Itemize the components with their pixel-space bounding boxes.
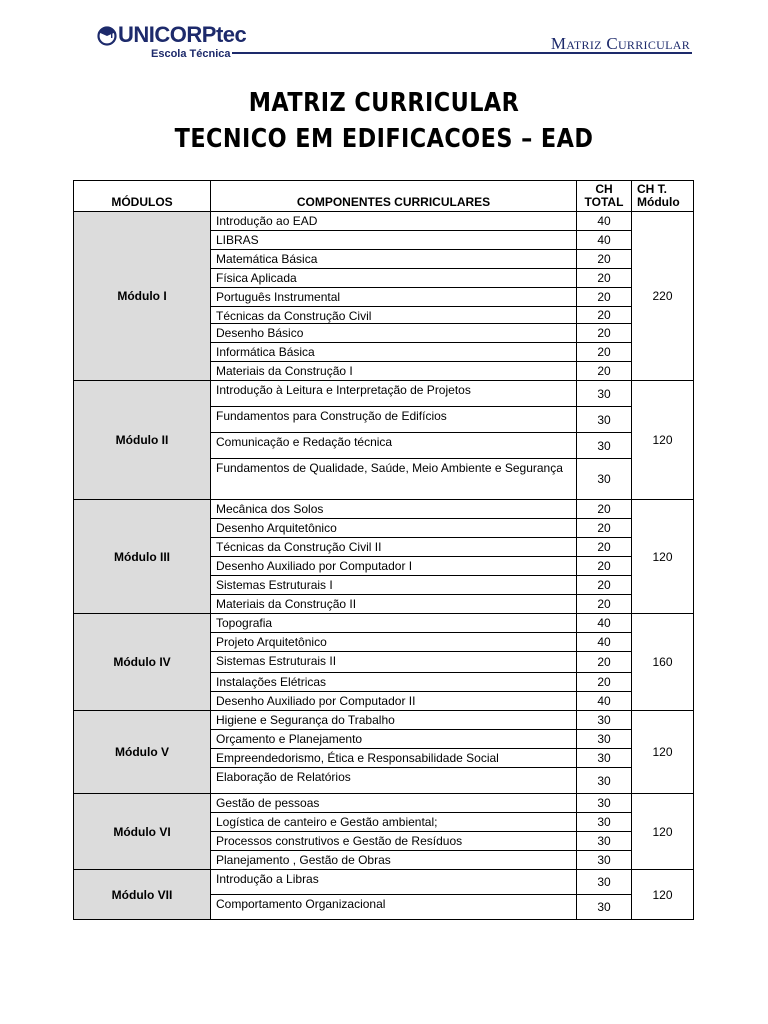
component-label: Técnicas da Construção Civil II xyxy=(216,540,382,554)
component-label: Logística de canteiro e Gestão ambiental; xyxy=(216,815,438,829)
component-cell xyxy=(211,307,577,324)
component-cell xyxy=(211,851,577,870)
component-cell xyxy=(211,362,577,381)
component-cell xyxy=(211,652,577,673)
component-cell xyxy=(211,576,577,595)
component-cell xyxy=(211,711,577,730)
component-label: Topografia xyxy=(216,616,273,630)
component-label: Materiais da Construção II xyxy=(216,597,357,611)
ch-total-cell: 20 xyxy=(577,324,632,343)
component-cell xyxy=(211,749,577,768)
section-title: Matriz Curricular xyxy=(550,34,690,53)
component-cell xyxy=(211,269,577,288)
module-name-cell: Módulo VII xyxy=(74,870,211,920)
module-name-cell: Módulo II xyxy=(74,381,211,500)
module-ch-total-cell: 120 xyxy=(632,381,694,500)
ch-total-cell: 20 xyxy=(577,538,632,557)
component-label: Desenho Auxiliado por Computador II xyxy=(216,694,416,708)
brand-subtitle: Escola Técnica xyxy=(151,48,231,60)
ch-total-cell: 20 xyxy=(577,652,632,673)
page-header xyxy=(0,0,768,60)
component-label: Planejamento , Gestão de Obras xyxy=(216,853,391,867)
ch-total-cell: 20 xyxy=(577,362,632,381)
component-cell xyxy=(211,557,577,576)
ch-total-cell: 20 xyxy=(577,673,632,692)
component-cell xyxy=(211,459,577,500)
ch-total-cell: 30 xyxy=(577,851,632,870)
module-name-cell: Módulo IV xyxy=(74,614,211,711)
component-label: Português Instrumental xyxy=(216,290,341,304)
module-ch-total-cell: 120 xyxy=(632,500,694,614)
table-row xyxy=(74,794,694,813)
table-row xyxy=(74,212,694,231)
ch-total-cell: 30 xyxy=(577,895,632,920)
ch-total-cell: 20 xyxy=(577,500,632,519)
ch-total-cell: 30 xyxy=(577,768,632,794)
component-label: Fundamentos de Qualidade, Saúde, Meio Ambiente e Segurança xyxy=(216,461,563,475)
ch-total-cell: 20 xyxy=(577,595,632,614)
table-body xyxy=(74,212,694,920)
component-cell xyxy=(211,343,577,362)
table-header-row xyxy=(74,181,694,212)
ch-total-cell: 40 xyxy=(577,614,632,633)
component-cell xyxy=(211,614,577,633)
component-label: Gestão de pessoas xyxy=(216,796,320,810)
module-name-cell: Módulo III xyxy=(74,500,211,614)
table-row xyxy=(74,381,694,407)
component-label: Desenho Arquitetônico xyxy=(216,521,337,535)
component-cell xyxy=(211,381,577,407)
component-cell xyxy=(211,231,577,250)
component-label: Elaboração de Relatórios xyxy=(216,770,351,784)
module-name-cell: Módulo VI xyxy=(74,794,211,870)
module-ch-total-cell: 120 xyxy=(632,794,694,870)
header-ch-total-line1: CH xyxy=(595,182,613,196)
component-label: Empreendedorismo, Ética e Responsabilidade Social xyxy=(216,751,499,765)
ch-total-cell: 30 xyxy=(577,381,632,407)
table-row xyxy=(74,870,694,895)
title-line-2: TECNICO EM EDIFICACOES – EAD xyxy=(174,124,594,154)
component-cell xyxy=(211,768,577,794)
component-label: Introdução ao EAD xyxy=(216,214,318,228)
ch-total-cell: 30 xyxy=(577,459,632,500)
table-row xyxy=(74,711,694,730)
component-cell xyxy=(211,250,577,269)
ch-total-cell: 40 xyxy=(577,692,632,711)
component-label: Introdução a Libras xyxy=(216,872,319,886)
component-cell xyxy=(211,673,577,692)
component-label: Desenho Auxiliado por Computador I xyxy=(216,559,413,573)
ch-total-cell: 30 xyxy=(577,749,632,768)
ch-total-cell: 40 xyxy=(577,231,632,250)
ch-total-cell: 30 xyxy=(577,407,632,433)
ch-total-cell: 30 xyxy=(577,794,632,813)
module-ch-total-cell: 160 xyxy=(632,614,694,711)
header-ch-total-line2: TOTAL xyxy=(584,195,624,209)
header-componentes: COMPONENTES CURRICULARES xyxy=(211,181,577,212)
title-line-1: MATRIZ CURRICULAR xyxy=(248,88,520,118)
component-label: Física Aplicada xyxy=(216,271,297,285)
component-label: LIBRAS xyxy=(216,233,259,247)
component-cell xyxy=(211,500,577,519)
component-label: Orçamento e Planejamento xyxy=(216,732,363,746)
ch-total-cell: 40 xyxy=(577,633,632,652)
component-cell xyxy=(211,870,577,895)
component-label: Introdução à Leitura e Interpretação de Projetos xyxy=(216,383,471,397)
component-label: Sistemas Estruturais II xyxy=(216,654,337,668)
header-modulos: MÓDULOS xyxy=(74,181,211,212)
component-cell xyxy=(211,730,577,749)
component-label: Informática Básica xyxy=(216,345,315,359)
component-label: Materiais da Construção I xyxy=(216,364,353,378)
ch-total-cell: 20 xyxy=(577,288,632,307)
component-label: Instalações Elétricas xyxy=(216,675,327,689)
brand-name: UNICORPtec xyxy=(118,22,247,47)
ch-total-cell: 30 xyxy=(577,730,632,749)
ch-total-cell: 20 xyxy=(577,307,632,324)
module-ch-total-cell: 120 xyxy=(632,870,694,920)
ch-total-cell: 30 xyxy=(577,870,632,895)
ch-total-cell: 20 xyxy=(577,269,632,288)
component-label: Comunicação e Redação técnica xyxy=(216,435,393,449)
component-cell xyxy=(211,832,577,851)
component-cell xyxy=(211,794,577,813)
header-ch-total xyxy=(577,181,632,212)
component-label: Mecânica dos Solos xyxy=(216,502,324,516)
curriculum-table xyxy=(73,180,694,920)
graduation-cap-globe-icon xyxy=(96,24,118,46)
component-label: Processos construtivos e Gestão de Resíduos xyxy=(216,834,463,848)
component-cell xyxy=(211,407,577,433)
ch-total-cell: 30 xyxy=(577,711,632,730)
header-ch-modulo-line2: Módulo xyxy=(637,195,680,209)
component-cell xyxy=(211,212,577,231)
component-cell xyxy=(211,538,577,557)
header-ch-modulo xyxy=(632,181,694,212)
ch-total-cell: 30 xyxy=(577,832,632,851)
component-cell xyxy=(211,288,577,307)
module-name-cell: Módulo V xyxy=(74,711,211,794)
ch-total-cell: 20 xyxy=(577,343,632,362)
component-label: Comportamento Organizacional xyxy=(216,897,386,911)
header-ch-modulo-line1: CH T. xyxy=(637,182,667,196)
component-cell xyxy=(211,692,577,711)
table-row xyxy=(74,614,694,633)
component-cell xyxy=(211,633,577,652)
ch-total-cell: 40 xyxy=(577,212,632,231)
ch-total-cell: 20 xyxy=(577,519,632,538)
component-cell xyxy=(211,519,577,538)
ch-total-cell: 20 xyxy=(577,576,632,595)
component-label: Projeto Arquitetônico xyxy=(216,635,327,649)
component-cell xyxy=(211,895,577,920)
ch-total-cell: 20 xyxy=(577,557,632,576)
component-label: Higiene e Segurança do Trabalho xyxy=(216,713,395,727)
module-ch-total-cell: 120 xyxy=(632,711,694,794)
component-cell xyxy=(211,595,577,614)
component-label: Sistemas Estruturais I xyxy=(216,578,333,592)
unicorptec-logo xyxy=(96,22,266,62)
component-label: Fundamentos para Construção de Edifícios xyxy=(216,409,447,423)
table-row xyxy=(74,500,694,519)
component-label: Técnicas da Construção Civil xyxy=(216,309,372,323)
module-ch-total-cell: 220 xyxy=(632,212,694,381)
ch-total-cell: 20 xyxy=(577,250,632,269)
document-title xyxy=(0,85,768,157)
ch-total-cell: 30 xyxy=(577,813,632,832)
component-cell xyxy=(211,813,577,832)
component-label: Desenho Básico xyxy=(216,326,304,340)
component-cell xyxy=(211,324,577,343)
component-cell xyxy=(211,433,577,459)
component-label: Matemática Básica xyxy=(216,252,318,266)
module-name-cell: Módulo I xyxy=(74,212,211,381)
ch-total-cell: 30 xyxy=(577,433,632,459)
